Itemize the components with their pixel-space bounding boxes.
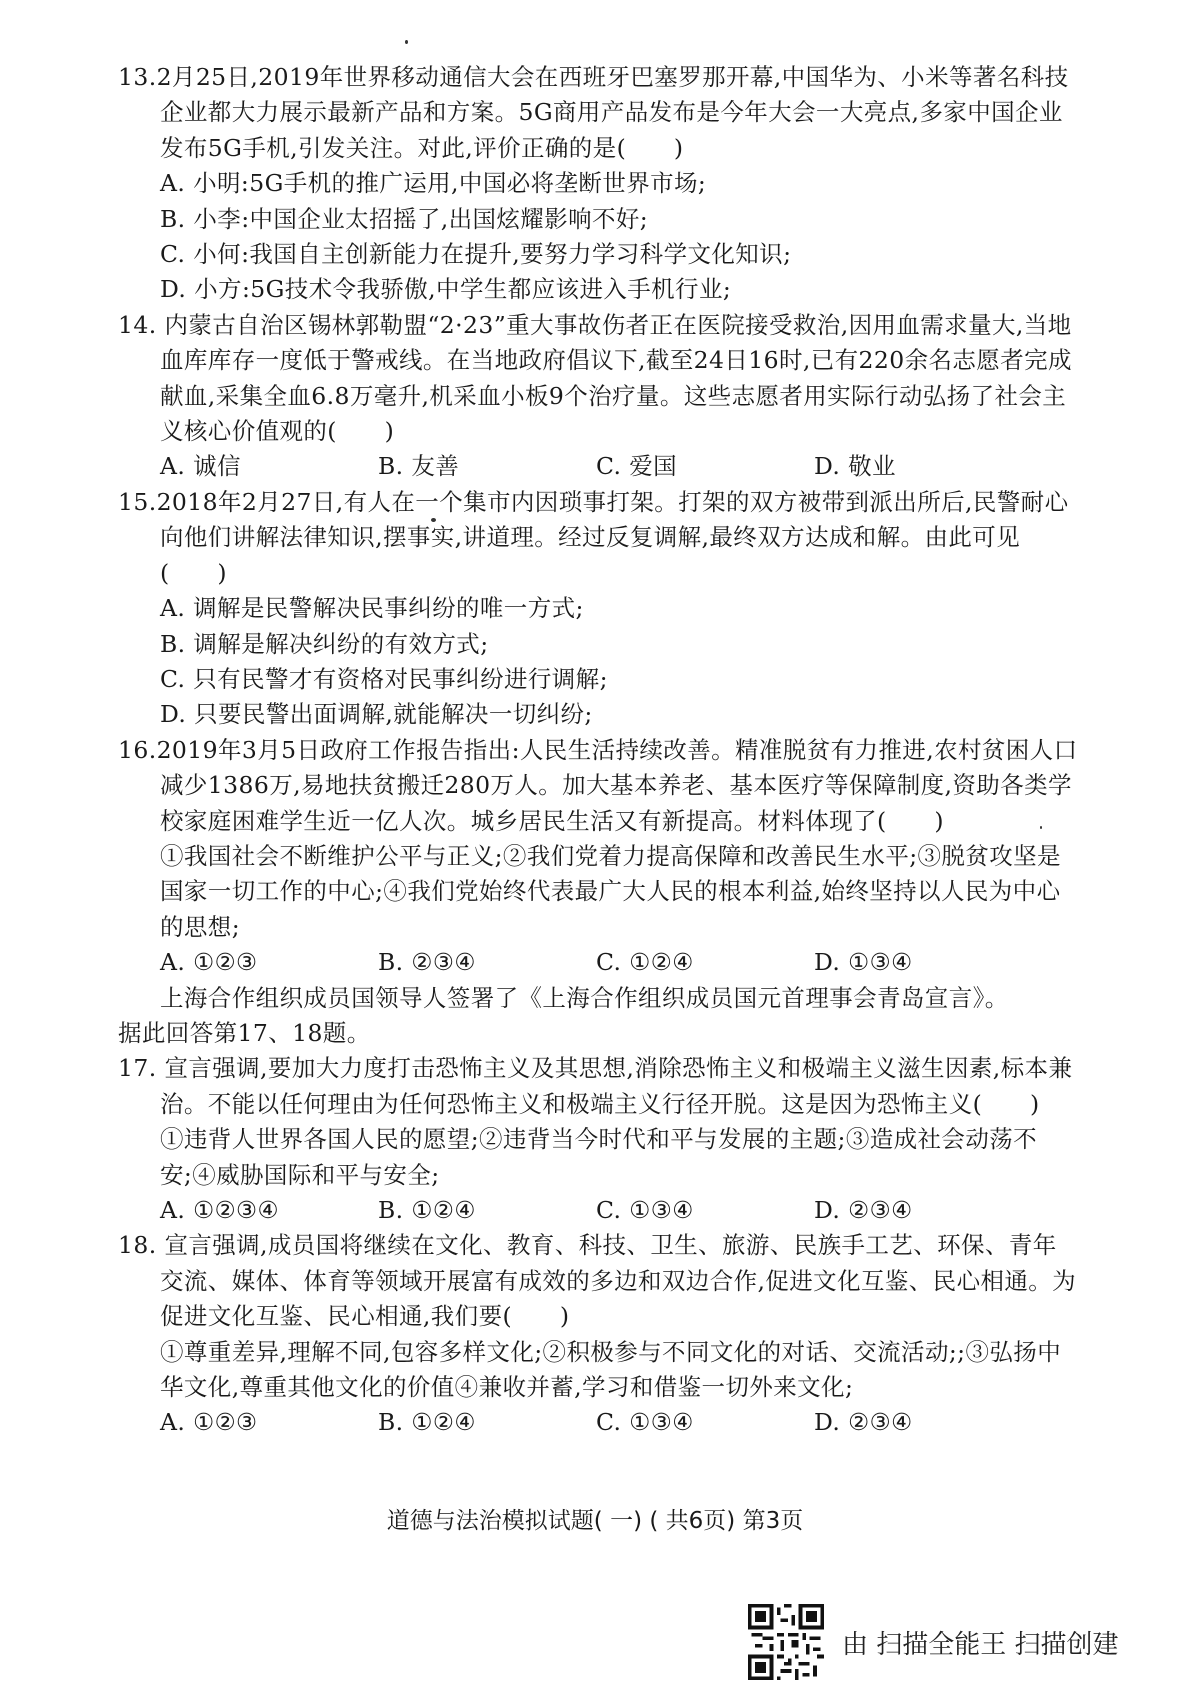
question-16-option-d: D. ①③④: [814, 948, 913, 977]
question-17-option-a: A. ①②③④: [160, 1196, 279, 1224]
scan-speck: [405, 40, 408, 44]
question-16-option-c: C. ①②④: [596, 948, 694, 977]
question-16-statements: ①我国社会不断维护公平与正义;②我们党着力提高保障和改善民生水平;③脱贫攻坚是国家一切工作的中心;④我们党始终代表最广大人民的根本利益,始终坚持以人民为中心的思想;: [160, 841, 1061, 941]
question-15-option-d: D. 只要民警出面调解,就能解决一切纠纷;: [160, 700, 593, 729]
question-16-stem: [118, 733, 1078, 839]
question-13-option-d: D. 小方:5G技术令我骄傲,中学生都应该进入手机行业;: [160, 275, 732, 304]
question-13-stem: [118, 60, 1078, 166]
question-14-number: 14.: [118, 310, 157, 339]
question-18-option-d: D. ②③④: [814, 1408, 913, 1437]
scan-speck: [1040, 826, 1042, 829]
question-13-number: 13.: [118, 63, 157, 91]
question-17-stem: [118, 1051, 1078, 1122]
group-intro-line-2: 据此回答第17、18题。: [118, 1018, 371, 1047]
page-footer: 道德与法治模拟试题( 一) ( 共6页) 第3页: [386, 1508, 804, 1534]
question-15-option-b: B. 调解是解决纠纷的有效方式;: [160, 629, 489, 658]
question-17-option-c: C. ①③④: [596, 1196, 694, 1224]
scanner-watermark: [748, 1604, 1119, 1680]
question-16-number: 16.: [118, 735, 157, 764]
question-13-option-c: C. 小何:我国自主创新能力在提升,要努力学习科学文化知识;: [160, 240, 792, 269]
question-15-stem: [118, 485, 1078, 591]
question-14-text: 内蒙古自治区锡林郭勒盟“2·23”重大事故伤者正在医院接受救治,因用血需求量大,当地血库库存一度低于警戒线。在当地政府倡议下,截至24日16时,已有220余名志愿者完成献血,采集全血6.8万毫升,机采血小板9个治疗量。这些志愿者用实际行动弘扬了社会主义核心价值观的( ): [160, 310, 1072, 446]
question-17-text: 宣言强调,要加大力度打击恐怖主义及其思想,消除恐怖主义和极端主义滋生因素,标本兼治。不能以任何理由为任何恐怖主义和极端主义行径开脱。这是因为恐怖主义( ): [160, 1054, 1073, 1118]
question-17-options: [118, 1193, 1078, 1228]
exam-content: [118, 60, 1078, 1441]
question-18-option-a: A. ①②③: [160, 1408, 258, 1437]
question-14-option-b: B. 友善: [378, 452, 460, 481]
question-18-option-b: B. ①②④: [378, 1408, 476, 1437]
question-14-options: [118, 449, 1078, 484]
question-16-text: 2019年3月5日政府工作报告指出:人民生活持续改善。精准脱贫有力推进,农村贫困人口减少1386万,易地扶贫搬迁280万人。加大基本养老、基本医疗等保障制度,资助各类学校家庭困难学生近一亿人次。城乡居民生活又有新提高。材料体现了( ): [156, 735, 1078, 835]
question-18-stem: [118, 1228, 1078, 1334]
question-18-text: 宣言强调,成员国将继续在文化、教育、科技、卫生、旅游、民族手工艺、环保、青年交流、媒体、体育等领域开展富有成效的多边和双边合作,促进文化互鉴、民心相通。为促进文化互鉴、民心相通,我们要( ): [160, 1231, 1077, 1331]
question-14-stem: [118, 308, 1078, 450]
question-17-number: 17.: [118, 1054, 157, 1083]
question-17: [118, 1051, 1078, 1228]
question-16-option-a: A. ①②③: [160, 948, 258, 977]
question-15: [118, 485, 1078, 733]
question-13-option-b: B. 小李:中国企业太招摇了,出国炫耀影响不好;: [160, 204, 649, 233]
question-16: [118, 733, 1078, 981]
question-13: [118, 60, 1078, 308]
question-18-number: 18.: [118, 1231, 157, 1260]
question-18: [118, 1228, 1078, 1440]
question-group-intro: [118, 981, 1078, 1052]
question-14-option-a: A. 诚信: [160, 452, 241, 481]
question-18-statements: ①尊重差异,理解不同,包容多样文化;②积极参与不同文化的对话、交流活动;;③弘扬中华文化,尊重其他文化的价值④兼收并蓄,学习和借鉴一切外来文化;: [160, 1337, 1062, 1402]
question-13-text: 2月25日,2019年世界移动通信大会在西班牙巴塞罗那开幕,中国华为、小米等著名科技企业都大力展示最新产品和方案。5G商用产品发布是今年大会一大亮点,多家中国企业发布5G手机,引发关注。对此,评价正确的是( ): [156, 63, 1069, 162]
qr-code-icon: [748, 1604, 824, 1680]
question-16-options: [118, 945, 1078, 980]
question-17-option-d: D. ②③④: [814, 1196, 913, 1224]
question-17-option-b: B. ①②④: [378, 1196, 476, 1224]
question-13-option-a: A. 小明:5G手机的推广运用,中国必将垄断世界市场;: [160, 169, 707, 198]
question-17-statements: ①违背人世界各国人民的愿望;②违背当今时代和平与发展的主题;③造成社会动荡不安;④威胁国际和平与安全;: [160, 1125, 1038, 1189]
scan-speck: [431, 518, 436, 522]
scanner-watermark-text: 由 扫描全能王 扫描创建: [842, 1629, 1119, 1660]
group-intro-line-1: 上海合作组织成员国领导人签署了《上海合作组织成员国元首理事会青岛宣言》。: [160, 983, 1009, 1012]
question-15-text: 2018年2月27日,有人在一个集市内因琐事打架。打架的双方被带到派出所后,民警耐心向他们讲解法律知识,摆事实,讲道理。经过反复调解,最终双方达成和解。由此可见( ): [156, 487, 1069, 587]
question-16-option-b: B. ②③④: [378, 948, 476, 977]
question-15-option-a: A. 调解是民警解决民事纠纷的唯一方式;: [160, 594, 584, 623]
question-14-option-c: C. 爱国: [596, 452, 678, 481]
question-14-option-d: D. 敬业: [814, 452, 896, 481]
question-14: [118, 308, 1078, 485]
question-18-options: [118, 1405, 1078, 1440]
question-15-option-c: C. 只有民警才有资格对民事纠纷进行调解;: [160, 664, 608, 693]
question-18-option-c: C. ①③④: [596, 1408, 694, 1437]
question-15-number: 15.: [118, 487, 157, 516]
